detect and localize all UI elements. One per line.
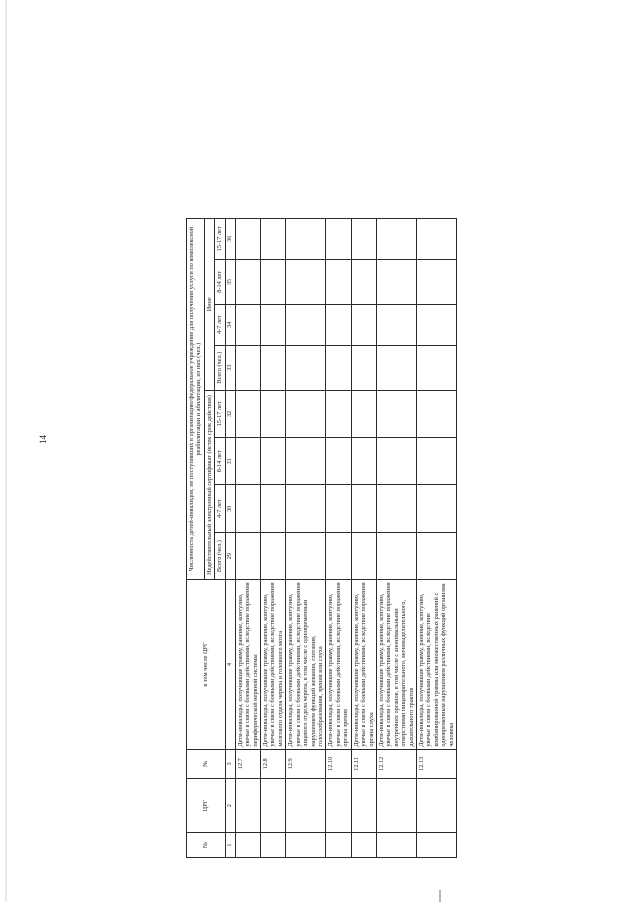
col-index: 35 [225,259,235,304]
cell-empty [235,532,260,579]
header-other: Иное [204,219,214,391]
cell-empty [326,532,351,579]
row-number: 12.11 [351,749,376,778]
cell-empty [235,259,260,304]
cell-empty [417,345,457,390]
cell-empty [417,219,457,260]
row-description: Дети-инвалиды, получившие травму, ранение, контузию, увечье в связи с боевыми действиями, вследствие поражения лицевого отдела черепа, в том числе с одновременным нарушением функций жевания, глотания, голосообразования, зрения или слуха [286,580,326,749]
cell-empty [326,485,351,532]
cell-empty [417,438,457,485]
col-index: 4 [225,580,235,749]
cell-empty [286,345,326,390]
cell-empty [326,778,351,832]
col-index: 3 [225,749,235,778]
cell-empty [417,485,457,532]
table-row [235,219,260,858]
cell-empty [351,778,376,832]
col-index: 33 [225,345,235,390]
table-container [186,218,596,858]
cell-empty [417,532,457,579]
cell-empty [417,304,457,345]
cell-empty [261,259,286,304]
cell-empty [376,390,416,437]
cell-empty [326,304,351,345]
cell-empty [376,345,416,390]
header-group-title: Численность детей-инвалидов, не поступивших в организацию/федеральное учреждение для получения услуги по комплексной реабилитации и абилитации, из них (чел.) [187,219,205,580]
col-index: 2 [225,778,235,832]
cell-empty [326,390,351,437]
cell-empty [376,438,416,485]
row-number: 12.12 [376,749,416,778]
header-age-15-17: 15-17 лет [215,219,225,260]
cell-empty [286,485,326,532]
row-description: Дети-инвалиды, получившие травму, ранение, контузию, увечье в связи с боевыми действиями, вследствие поражения периферической нервной системы [235,580,260,749]
cell-empty [376,485,416,532]
table-row [417,219,457,858]
row-number: 12.10 [326,749,351,778]
col-index: 32 [225,390,235,437]
header-no2: № [187,749,226,778]
table-row [351,219,376,858]
cell-empty [286,259,326,304]
cell-empty [351,345,376,390]
cell-empty [351,219,376,260]
cell-empty [326,833,351,858]
table-row [286,219,326,858]
cell-empty [376,219,416,260]
col-index: 36 [225,219,235,260]
cell-empty [351,390,376,437]
cell-empty [417,778,457,832]
col-index: 1 [225,833,235,858]
header-no: № [187,833,226,858]
cell-empty [326,345,351,390]
header-age-8-14: 8-14 лет [215,438,225,485]
col-index: 29 [225,532,235,579]
row-number: 12.7 [235,749,260,778]
cell-empty [261,485,286,532]
cell-empty [351,485,376,532]
header-total: Всего (чел.) [215,345,225,390]
cell-empty [286,532,326,579]
table-row [326,219,351,858]
cell-empty [376,304,416,345]
cell-empty [351,259,376,304]
row-description: Дети-инвалиды, получившие травму, ранение, контузию, увечье в связи с боевыми действиями, вследствие поражения внутренних органов, в том числе с анонимальными отверстиями пищеварительного, мочевыделительного, дыхательного трактов [376,580,416,749]
cell-empty [261,778,286,832]
row-number: 12.9 [286,749,326,778]
cell-empty [376,532,416,579]
cell-empty [235,438,260,485]
header-incl-crg: в том числе ЦРГ [187,580,226,749]
cell-empty [286,778,326,832]
page-number: 14 [38,435,48,444]
cell-empty [376,778,416,832]
cell-empty [351,304,376,345]
header-age-4-7: 4-7 лет [215,304,225,345]
cell-empty [286,304,326,345]
col-index: 34 [225,304,235,345]
row-number: 12.13 [417,749,457,778]
cell-empty [261,438,286,485]
cell-empty [417,390,457,437]
cell-empty [326,438,351,485]
table-row [261,219,286,858]
table-row [376,219,416,858]
cell-empty [286,438,326,485]
cell-empty [351,438,376,485]
cell-empty [286,833,326,858]
cell-empty [326,219,351,260]
header-age-8-14: 8-14 лет [215,259,225,304]
cell-empty [261,532,286,579]
report-table [186,218,457,858]
cell-empty [286,390,326,437]
row-description: Дети-инвалиды, получившие травму, ранение, контузию, увечье в связи с боевыми действиями, вследствие поражения органа зрения [326,580,351,749]
cell-empty [261,390,286,437]
header-total: Всего (чел.) [215,532,225,579]
col-index: 31 [225,438,235,485]
cell-empty [351,532,376,579]
header-age-15-17: 15-17 лет [215,390,225,437]
header-age-4-7: 4-7 лет [215,485,225,532]
cell-empty [376,833,416,858]
cell-empty [351,833,376,858]
row-description: Дети-инвалиды, получившие травму, ранение, контузию, увечье в связи с боевыми действиями, вследствие поражения мозгового отдела черепа и головного мозга [261,580,286,749]
cell-empty [417,833,457,858]
cell-empty [235,833,260,858]
cell-empty [235,219,260,260]
row-description: Дети-инвалиды, получившие травму, ранение, контузию, увечье в связи с боевыми действиями, вследствие комбинированной травмы или множественных ранений с одновременным нарушением различных функций организма человека [417,580,457,749]
cell-empty [235,345,260,390]
cell-empty [286,219,326,260]
cell-empty [235,778,260,832]
col-index: 30 [225,485,235,532]
header-crg: ЦРГ [187,778,226,832]
cell-empty [326,259,351,304]
cell-empty [235,485,260,532]
header-cert: Недействительный электронный сертификат (истек срок действия) [204,390,214,580]
cell-empty [261,345,286,390]
row-number: 12.8 [261,749,286,778]
cell-empty [261,833,286,858]
row-description: Дети-инвалиды, получившие травму, ранение, контузию, увечье в связи с боевыми действиями, вследствие поражения органа слуха [351,580,376,749]
cell-empty [235,304,260,345]
cell-empty [376,259,416,304]
cell-empty [417,259,457,304]
cell-empty [261,304,286,345]
cell-empty [261,219,286,260]
cell-empty [235,390,260,437]
